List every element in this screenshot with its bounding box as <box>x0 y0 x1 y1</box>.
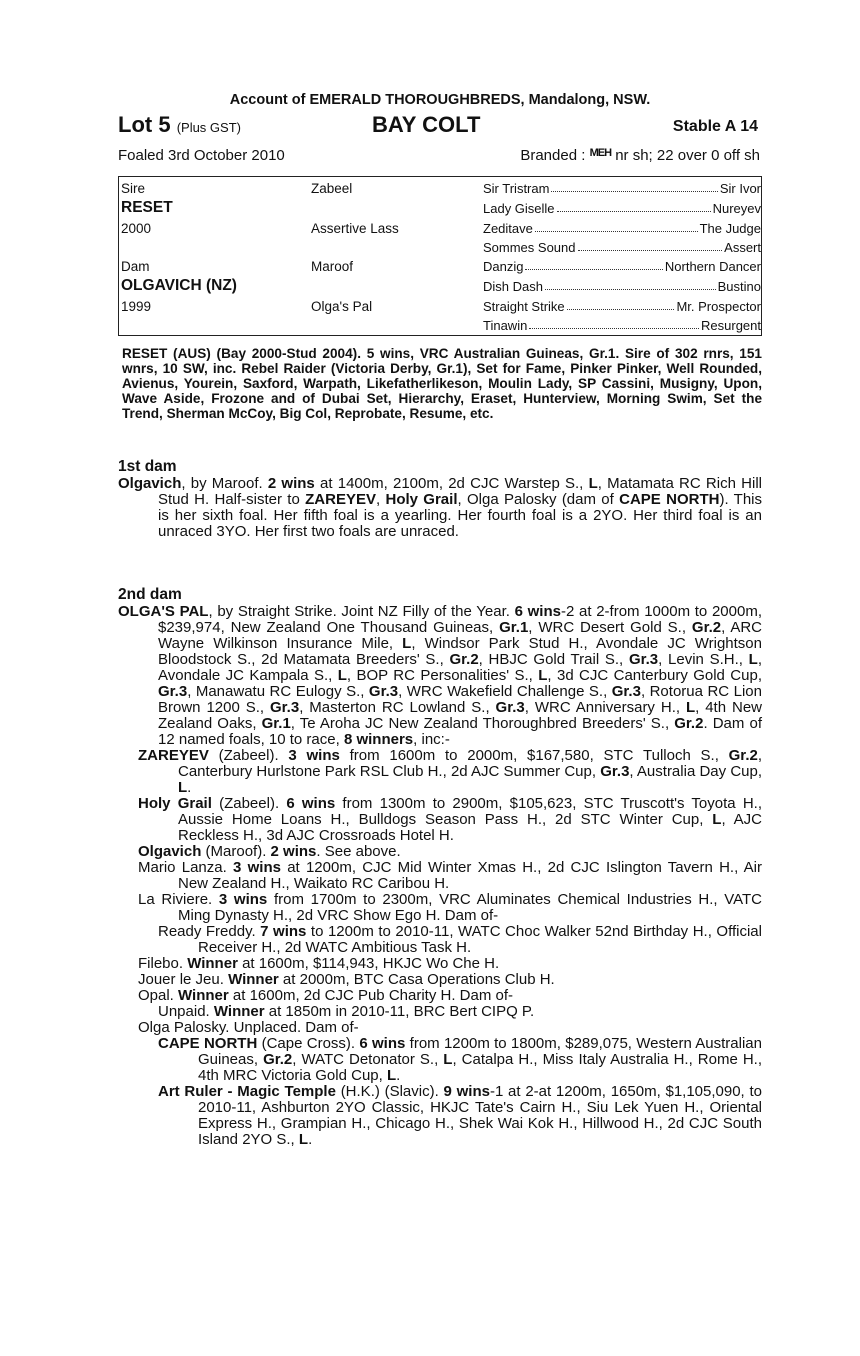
grandparent-name: Lady Giselle <box>483 201 555 216</box>
grandparent-sire: The Judge <box>699 221 761 236</box>
grandparent-sire: Assert <box>724 240 761 255</box>
vendor-account: Account of EMERALD THOROUGHBREDS, Mandalong, NSW. <box>229 92 651 108</box>
sire-dam: Assertive Lass <box>311 221 399 236</box>
progeny-entry: Opal. Winner at 1600m, 2d CJC Pub Charity H. Dam of- <box>138 987 514 1004</box>
progeny-entry: Jouer le Jeu. Winner at 2000m, BTC Casa Operations Club H. <box>138 971 555 988</box>
progeny-entry: La Riviere. 3 wins from 1700m to 2300m, VRC Aluminates Chemical Industries H., VATC Ming Dynasty H., 2d VRC Show Ego H. Dam of- <box>138 891 762 924</box>
progeny-entry: Holy Grail (Zabeel). 6 wins from 1300m to 2900m, $105,623, STC Truscott's Toyota H., Aussie Home Loans H., Bulldogs Season Pass H., 2d STC Winter Cup, L, AJC Reckless H., 3d AJC Crossroads Hotel H. <box>138 795 762 844</box>
gst-note: (Plus GST) <box>176 120 241 135</box>
pedigree-table <box>118 176 762 336</box>
sire-name: RESET <box>121 199 173 216</box>
grandparent-sire: Mr. Prospector <box>676 299 761 314</box>
grandparent-sire: Bustino <box>717 279 761 294</box>
grandparent-name: Dish Dash <box>483 279 543 294</box>
grandparent-row <box>483 299 761 314</box>
sire-sire: Zabeel <box>311 181 353 196</box>
leader-dots <box>545 279 716 290</box>
grandparent-sire: Northern Dancer <box>664 259 761 274</box>
first-dam-paragraph: Olgavich, by Maroof. 2 wins at 1400m, 2100m, 2d CJC Warstep S., L, Matamata RC Rich Hill Stud H. Half-sister to ZAREYEV, Holy Grail, Olga Palosky (dam of CAPE NORTH). This is her sixth foal. Her fifth foal is a yearling. Her fourth foal is a 2YO. Her third foal is an unraced 3YO. Her first two foals are unraced. <box>118 475 763 540</box>
progeny-entry: ZAREYEV (Zabeel). 3 wins from 1600m to 2000m, $167,580, STC Tulloch S., Gr.2, Canterbury Hurlstone Park RSL Club H., 2d AJC Summer Cup, Gr.3, Australia Day Cup, L. <box>138 747 762 796</box>
grandparent-row <box>483 181 761 196</box>
sire-year: 2000 <box>121 221 152 236</box>
progeny-entry: Mario Lanza. 3 wins at 1200m, CJC Mid Winter Xmas H., 2d CJC Islington Tavern H., Air New Zealand H., Waikato RC Caribou H. <box>138 859 762 892</box>
grandparent-name: Danzig <box>483 259 524 274</box>
leader-dots <box>525 259 662 270</box>
lot-number <box>118 112 241 138</box>
lot-label: Lot 5 <box>118 112 171 137</box>
brand-info <box>520 147 760 164</box>
progeny-entry: Filebo. Winner at 1600m, $114,943, HKJC Wo Che H. <box>138 955 500 972</box>
stable-location: Stable A 14 <box>672 118 758 135</box>
leader-dots <box>557 201 711 212</box>
grandparent-name: Sommes Sound <box>483 240 576 255</box>
progeny-entry: Ready Freddy. 7 wins to 1200m to 2010-11, WATC Choc Walker 52nd Birthday H., Official Receiver H., 2d WATC Ambitious Task H. <box>158 923 762 956</box>
leader-dots <box>551 181 717 192</box>
grandparent-row <box>483 221 761 236</box>
dam-name: OLGAVICH (NZ) <box>121 277 237 294</box>
branded-prefix: Branded : <box>520 147 586 164</box>
grandparent-row <box>483 201 761 216</box>
leader-dots <box>529 318 699 329</box>
dam-label: Dam <box>121 259 150 274</box>
dam-dam: Olga's Pal <box>311 299 373 314</box>
dam-year: 1999 <box>121 299 152 314</box>
lot-heading <box>118 112 762 142</box>
grandparent-name: Sir Tristram <box>483 181 550 196</box>
progeny-entry: CAPE NORTH (Cape Cross). 6 wins from 1200m to 1800m, $289,075, Western Australian Guineas, Gr.2, WATC Detonator S., L, Catalpa H., Miss Italy Australia H., Rome H., 4th MRC Victoria Gold Cup, L. <box>158 1035 762 1084</box>
second-dam-section <box>118 586 762 1148</box>
branded-suffix: nr sh; 22 over 0 off sh <box>615 147 760 164</box>
horse-description: BAY COLT <box>372 112 481 137</box>
progeny-entry: Unpaid. Winner at 1850m in 2010-11, BRC Bert CIPQ P. <box>158 1003 535 1020</box>
leader-dots <box>578 240 723 251</box>
grandparent-sire: Nureyev <box>712 201 761 216</box>
grandparent-name: Tinawin <box>483 318 528 333</box>
leader-dots <box>535 221 698 232</box>
grandparent-sire: Resurgent <box>701 318 761 333</box>
grandparent-row <box>483 259 761 274</box>
first-dam-section <box>118 458 762 540</box>
progeny-entry: Olgavich (Maroof). 2 wins. See above. <box>138 843 401 860</box>
leader-dots <box>567 299 675 310</box>
sire-summary: RESET (AUS) (Bay 2000-Stud 2004). 5 wins, VRC Australian Guineas, Gr.1. Sire of 302 rnrs, 151 wnrs, 10 SW, inc. Rebel Raider (Victoria Derby, Gr.1), Set for Fame, Pinker Pinker, Well Rounded, Avienus, Yourein, Saxford, Warpath, Likefatherlikeson, Moulin Lady, SP Cassini, Musigny, Upon, Wave Aside, Frozone and of Dubai Set, Hierarchy, Eraset, Hunterview, Morning Swim, Set the Trend, Sherman McCoy, Big Col, Reprobate, Resume, etc. <box>122 346 762 421</box>
grandparent-name: Zeditave <box>483 221 533 236</box>
progeny-entry: Olga Palosky. Unplaced. Dam of- <box>138 1019 359 1036</box>
grandparent-name: Straight Strike <box>483 299 565 314</box>
brand-mark: MEH <box>589 147 612 159</box>
grandparent-row <box>483 279 761 294</box>
sire-label: Sire <box>121 181 146 196</box>
foaled-date: Foaled 3rd October 2010 <box>118 147 285 164</box>
progeny-entry: Art Ruler - Magic Temple (H.K.) (Slavic). 9 wins-1 at 2-at 1200m, 1650m, $1,105,090, to 2010-11, Ashburton 2YO Classic, HKJC Tate's Cairn H., Siu Lek Yuen H., Oriental Express H., Grampian H., Chicago H., Shek Wai Kok H., Hillwood H., 2d CJC South Island 2YO S., L. <box>158 1083 762 1148</box>
grandparent-row <box>483 240 761 255</box>
dam-sire: Maroof <box>311 259 354 274</box>
grandparent-sire: Sir Ivor <box>719 181 761 196</box>
section-heading: 1st dam <box>118 458 177 475</box>
second-dam-paragraph: OLGA'S PAL, by Straight Strike. Joint NZ Filly of the Year. 6 wins-2 at 2-from 1000m to 2000m, $239,974, New Zealand One Thousand Guineas, Gr.1, WRC Desert Gold S., Gr.2, ARC Wayne Wilkinson Insurance Mile, L, Windsor Park Stud H., Avondale JC Wrightson Bloodstock S., 2d Matamata Breeders' S., Gr.2, HBJC Gold Trail S., Gr.3, Levin S.H., L, Avondale JC Kampala S., L, BOP RC Personalities' S., L, 3d CJC Canterbury Gold Cup, Gr.3, Manawatu RC Eulogy S., Gr.3, WRC Wakefield Challenge S., Gr.3, Rotorua RC Lion Brown 1200 S., Gr.3, Masterton RC Lowland S., Gr.3, WRC Anniversary H., L, 4th New Zealand Oaks, Gr.1, Te Aroha JC New Zealand Thoroughbred Breeders' S., Gr.2. Dam of 12 named foals, 10 to race, 8 winners, inc:- <box>118 603 763 748</box>
grandparent-row <box>483 318 761 333</box>
section-heading: 2nd dam <box>118 586 182 603</box>
